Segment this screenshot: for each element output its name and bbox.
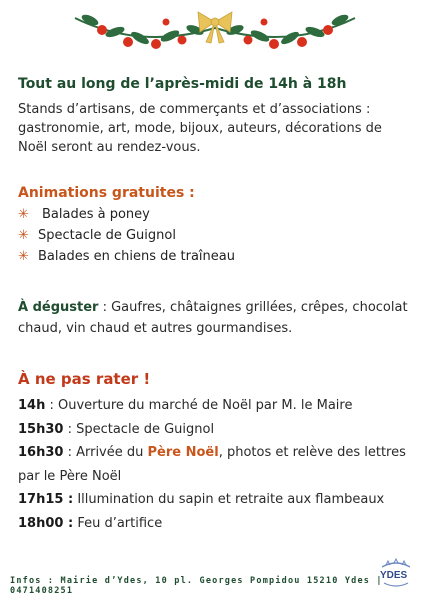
deguster-label: À déguster xyxy=(18,300,99,315)
snowflake-icon: ✳ xyxy=(18,228,29,243)
footer-info: Infos : Mairie d’Ydes, 10 pl. Georges Pompidou 15210 Ydes | 0471408251 xyxy=(10,576,383,596)
snowflake-icon: ✳ xyxy=(18,249,29,264)
animations-list xyxy=(18,204,410,267)
deguster-paragraph xyxy=(18,297,410,339)
list-item: ✳ Spectacle de Guignol xyxy=(18,225,410,246)
programme-list xyxy=(18,394,410,535)
intro-text: Stands d’artisans, de commerçants et d’associations : gastronomie, art, mode, bijoux, auteurs, décorations de Noël seront au rendez-vous. xyxy=(18,102,382,155)
table-row: 14h : Ouverture du marché de Noël par M. le Maire xyxy=(18,398,353,413)
holly-garland-decoration xyxy=(70,0,360,60)
table-row: 16h30 : Arrivée du Père Noël, photos et relève des lettres par le Père Noël xyxy=(18,445,406,484)
table-row: 17h15 : Illumination du sapin et retraite aux flambeaux xyxy=(18,492,385,507)
table-row: 18h00 : Feu d’artifice xyxy=(18,515,163,531)
list-item: ✳ Balades en chiens de traîneau xyxy=(18,246,410,267)
table-row: 15h30 : Spectacle de Guignol xyxy=(18,421,215,437)
deguster-text: : Gaufres, châtaignes grillées, crêpes, chocolat chaud, vin chaud et autres gourmandises. xyxy=(18,300,408,336)
afternoon-title: Tout au long de l’après-midi de 14h à 18h xyxy=(18,76,347,92)
list-item: ✳ Balades à poney xyxy=(18,204,410,225)
snowflake-icon: ✳ xyxy=(18,207,29,222)
animations-title: Animations gratuites : xyxy=(18,185,195,201)
logo-text: YDES xyxy=(380,570,408,581)
programme-title: À ne pas rater ! xyxy=(18,370,151,388)
pere-noel-highlight: Père Noël xyxy=(147,445,219,460)
